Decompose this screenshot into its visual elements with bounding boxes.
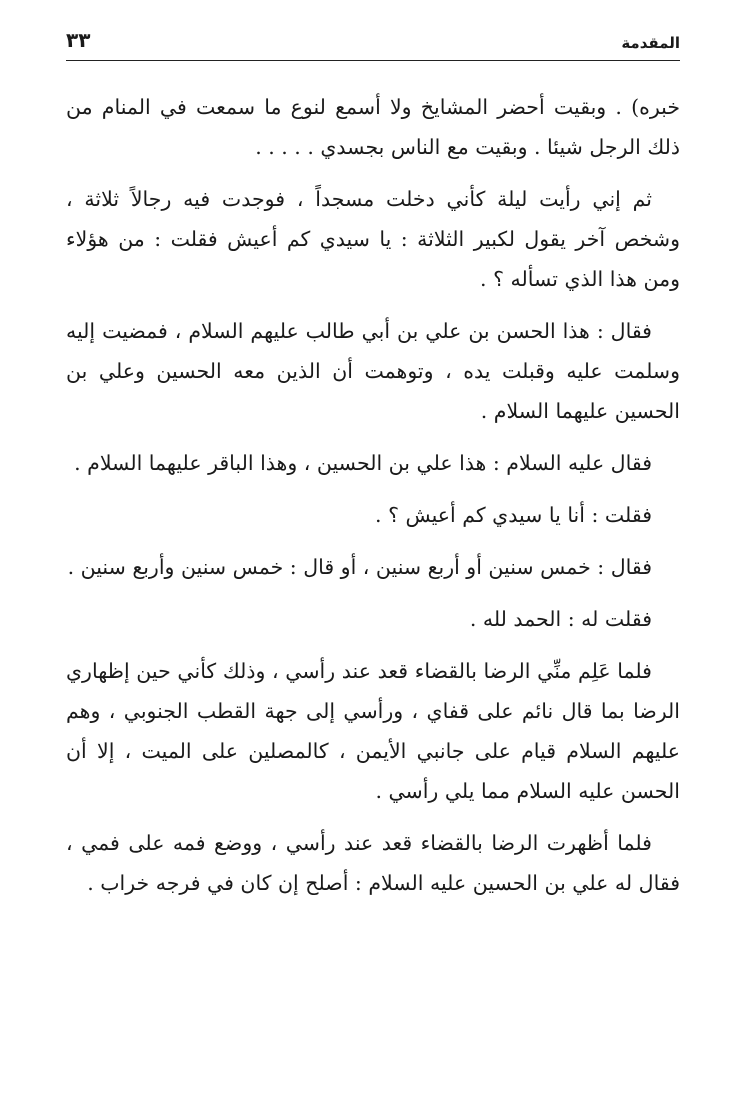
paragraph: فلما عَلِم منِّي الرضا بالقضاء قعد عند رأسي ، وذلك كأني حين إظهاري الرضا بما قال نائم على قفاي ، ورأسي إلى جهة القطب الجنوبي ، وهم عليهم السلام قيام على جانبي الأيمن ، كالمصلين على الميت ، إلا أن الحسن عليه السلام مما يلي رأسي . [66,659,680,803]
page-header [66,22,680,61]
chapter-title: المقدمة [621,34,680,52]
paragraph: فقال عليه السلام : هذا علي بن الحسين ، وهذا الباقر عليهما السلام . [74,451,652,475]
paragraph: خبره) . وبقيت أحضر المشايخ ولا أسمع لنوع ما سمعت في المنام من ذلك الرجل شيئا . وبقيت مع الناس بجسدي . . . . . [66,95,680,159]
paragraph: ثم إني رأيت ليلة كأني دخلت مسجداً ، فوجدت فيه رجالاً ثلاثة ، وشخص آخر يقول لكبير الثلاثة : يا سيدي كم أعيش فقلت : من هؤلاء ومن هذا الذي تسأله ؟ . [66,187,680,291]
page-number: ٣٣ [66,28,91,52]
paragraph: فقال : هذا الحسن بن علي بن أبي طالب عليهم السلام ، فمضيت إليه وسلمت عليه وقبلت يده ، وتوهمت أن الذين معه الحسين وعلي بن الحسين عليهما السلام . [66,319,680,423]
paragraph: فلما أظهرت الرضا بالقضاء قعد عند رأسي ، ووضع فمه على فمي ، فقال له علي بن الحسين عليه السلام : أصلح إن كان في فرجه خراب . [66,831,680,895]
paragraph: فقال : خمس سنين أو أربع سنين ، أو قال : خمس سنين وأربع سنين . [67,555,652,579]
document-page [66,22,680,915]
body-text [66,87,680,903]
paragraph: فقلت له : الحمد لله . [469,607,652,631]
paragraph: فقلت : أنا يا سيدي كم أعيش ؟ . [375,503,652,527]
